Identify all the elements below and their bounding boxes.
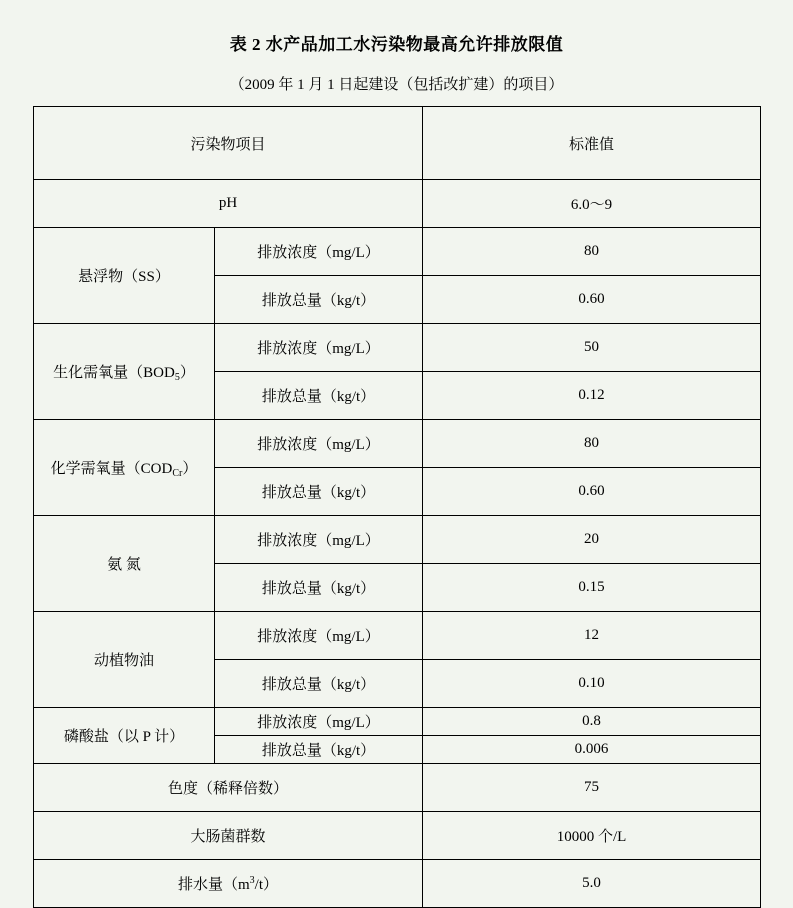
row-name-discharge-sup: 3 bbox=[249, 875, 255, 886]
row-name-coliform: 大肠菌群数 bbox=[34, 812, 423, 860]
row-name-codcr bbox=[34, 420, 215, 516]
row-name-bod5-sub: 5 bbox=[174, 372, 180, 383]
table-container bbox=[33, 106, 760, 908]
table-row bbox=[34, 860, 761, 908]
row-name-discharge-text: 排水量（m bbox=[178, 877, 250, 893]
page-subtitle: （2009 年 1 月 1 日起建设（包括改扩建）的项目） bbox=[229, 77, 564, 93]
table-row bbox=[34, 612, 761, 660]
table-row bbox=[34, 764, 761, 812]
label-total: 排放总量（kg/t） bbox=[215, 468, 423, 516]
label-total: 排放总量（kg/t） bbox=[215, 660, 423, 708]
label-concentration: 排放浓度（mg/L） bbox=[215, 516, 423, 564]
label-total: 排放总量（kg/t） bbox=[215, 564, 423, 612]
row-name-codcr-tail: ） bbox=[182, 461, 198, 477]
row-value-ammonia-concentration: 20 bbox=[423, 516, 761, 564]
label-concentration: 排放浓度（mg/L） bbox=[215, 228, 423, 276]
table-row bbox=[34, 516, 761, 564]
row-value-ss-concentration: 80 bbox=[423, 228, 761, 276]
row-value-discharge-volume: 5.0 bbox=[423, 860, 761, 908]
table-row bbox=[34, 228, 761, 276]
table-header-row bbox=[34, 107, 761, 180]
label-total: 排放总量（kg/t） bbox=[215, 276, 423, 324]
row-value-oil-total: 0.10 bbox=[423, 660, 761, 708]
row-name-codcr-text: 化学需氧量（COD bbox=[50, 461, 173, 477]
row-value-chroma: 75 bbox=[423, 764, 761, 812]
table-row bbox=[34, 324, 761, 372]
table-row bbox=[34, 812, 761, 860]
row-value-coliform: 10000 个/L bbox=[423, 812, 761, 860]
page-title: 表 2 水产品加工水污染物最高允许排放限值 bbox=[229, 35, 564, 54]
row-value-bod5-total: 0.12 bbox=[423, 372, 761, 420]
header-pollutant: 污染物项目 bbox=[34, 107, 423, 180]
row-name-phosphate: 磷酸盐（以 P 计） bbox=[34, 708, 215, 764]
pollutant-limits-table bbox=[33, 106, 761, 908]
document-page bbox=[0, 30, 793, 892]
label-concentration: 排放浓度（mg/L） bbox=[215, 420, 423, 468]
row-name-discharge-volume bbox=[34, 860, 423, 908]
header-standard: 标准值 bbox=[423, 107, 761, 180]
table-row bbox=[34, 180, 761, 228]
row-value-bod5-concentration: 50 bbox=[423, 324, 761, 372]
row-name-ss: 悬浮物（SS） bbox=[34, 228, 215, 324]
row-name-bod5 bbox=[34, 324, 215, 420]
row-value-ph: 6.0～9 bbox=[423, 180, 761, 228]
table-row bbox=[34, 420, 761, 468]
row-name-discharge-tail: /t） bbox=[254, 877, 279, 893]
label-total: 排放总量（kg/t） bbox=[215, 736, 423, 764]
row-value-phosphate-total: 0.006 bbox=[423, 736, 761, 764]
row-value-codcr-total: 0.60 bbox=[423, 468, 761, 516]
label-concentration: 排放浓度（mg/L） bbox=[215, 612, 423, 660]
row-value-phosphate-concentration: 0.8 bbox=[423, 708, 761, 736]
row-value-codcr-concentration: 80 bbox=[423, 420, 761, 468]
row-name-bod5-tail: ） bbox=[179, 365, 195, 381]
row-name-ammonia: 氨 氮 bbox=[34, 516, 215, 612]
label-concentration: 排放浓度（mg/L） bbox=[215, 324, 423, 372]
row-value-ss-total: 0.60 bbox=[423, 276, 761, 324]
row-value-ammonia-total: 0.15 bbox=[423, 564, 761, 612]
row-name-animal-vegetable-oil: 动植物油 bbox=[34, 612, 215, 708]
row-name-bod5-text: 生化需氧量（BOD bbox=[53, 365, 175, 381]
row-name-codcr-sub: Cr bbox=[172, 468, 183, 479]
row-value-oil-concentration: 12 bbox=[423, 612, 761, 660]
label-total: 排放总量（kg/t） bbox=[215, 372, 423, 420]
table-row bbox=[34, 708, 761, 736]
label-concentration: 排放浓度（mg/L） bbox=[215, 708, 423, 736]
row-name-ph: pH bbox=[34, 180, 423, 228]
row-name-chroma: 色度（稀释倍数） bbox=[34, 764, 423, 812]
